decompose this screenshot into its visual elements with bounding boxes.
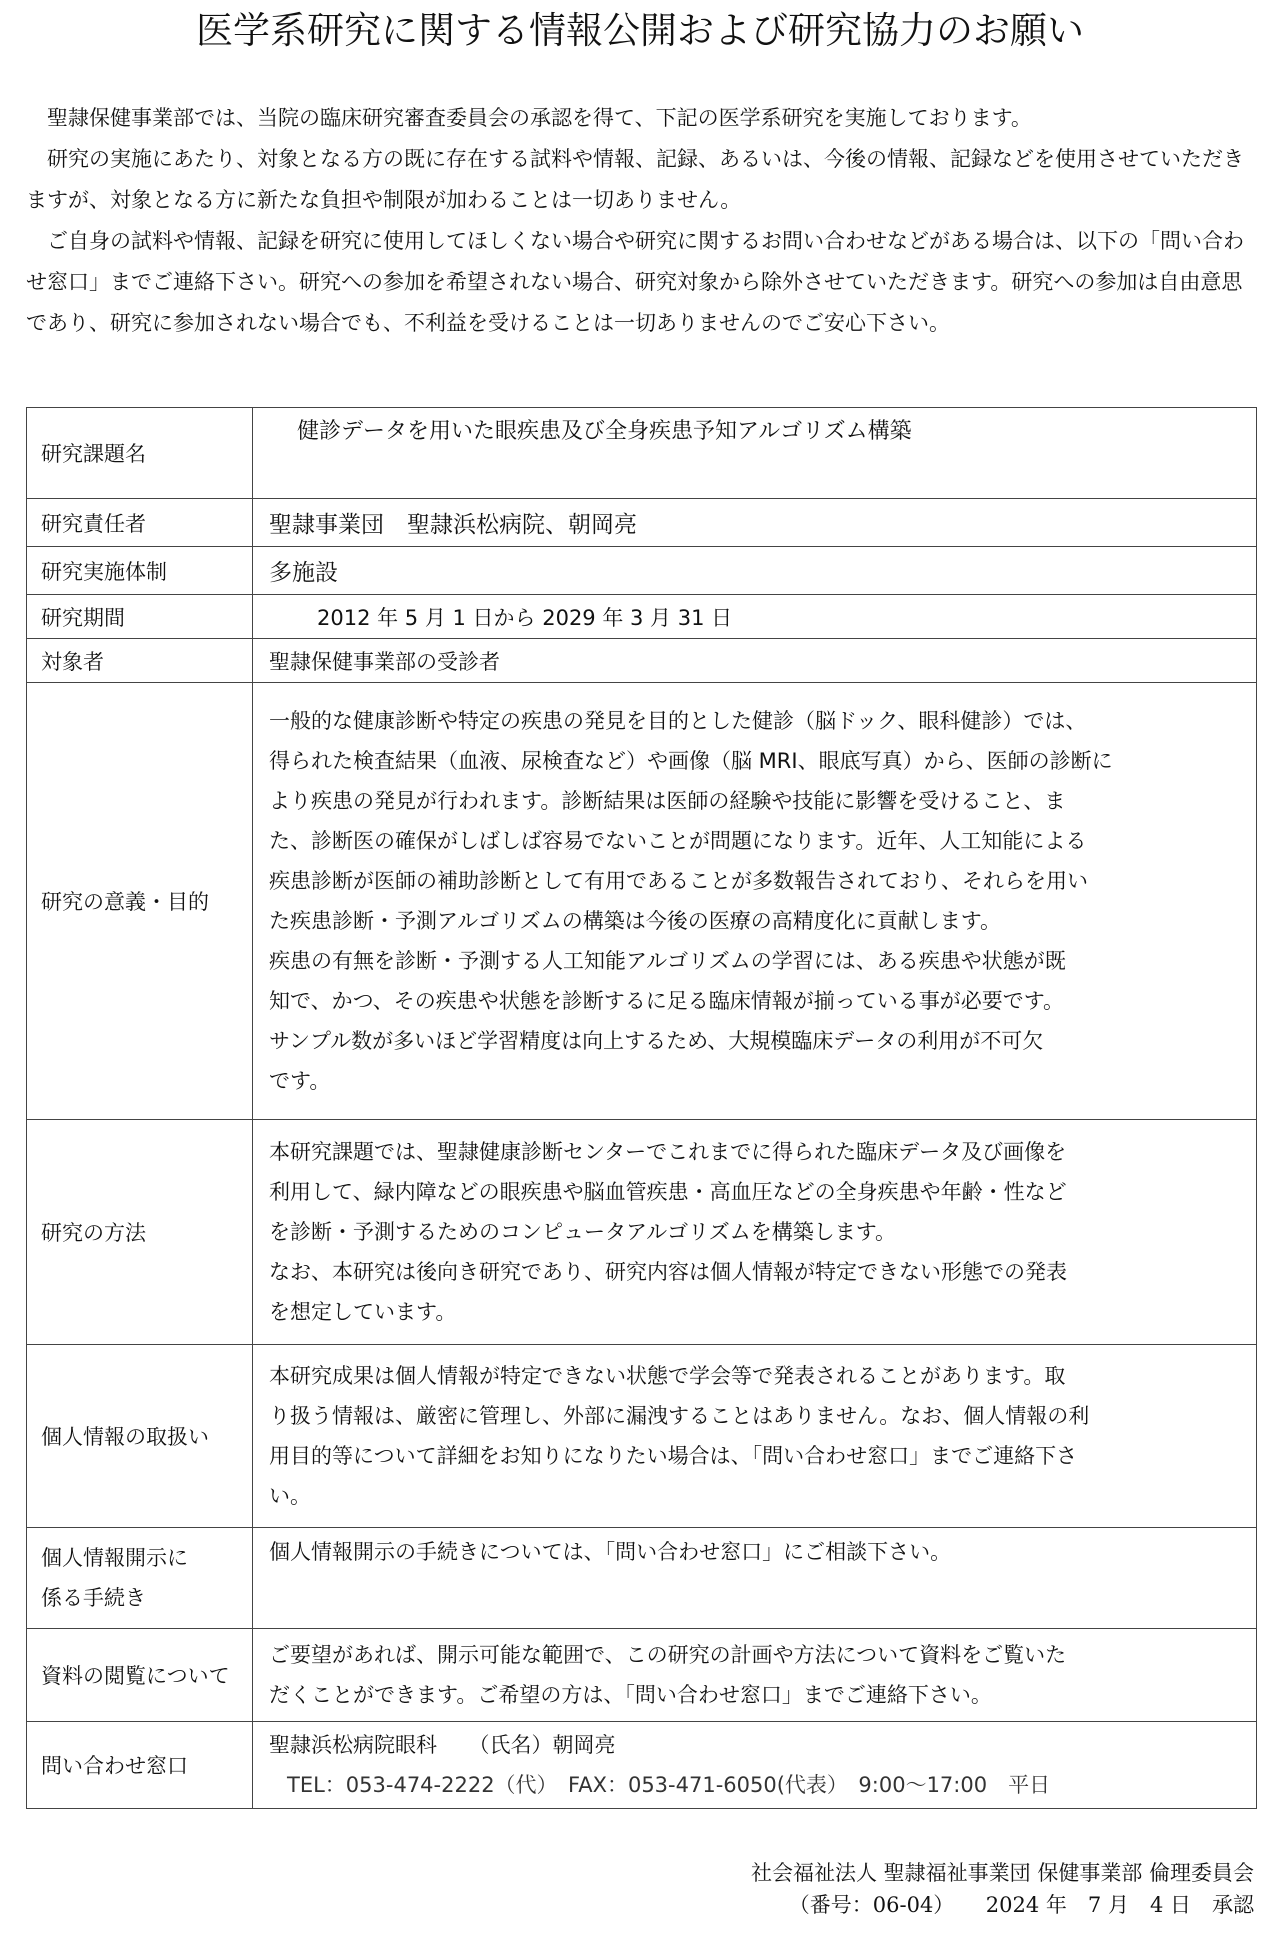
row-privacy <box>27 1345 1257 1528</box>
contact-line-name: 聖隷浜松病院眼科 （氏名）朝岡亮 <box>269 1733 616 1757</box>
purpose-line: より疾患の発見が行われます。診断結果は医師の経験や技能に影響を受けること、ま <box>269 789 1066 813</box>
footer-approval <box>751 1857 1254 1921</box>
purpose-line: 疾患診断が医師の補助診断として有用であることが多数報告されており、それらを用い <box>269 869 1088 893</box>
row-method <box>27 1120 1257 1345</box>
purpose-line: 疾患の有無を診断・予測する人工知能アルゴリズムの学習には、ある疾患や状態が既 <box>269 949 1066 973</box>
row-subjects <box>27 639 1257 683</box>
label-research-title: 研究課題名 <box>27 408 253 499</box>
purpose-line: 一般的な健康診断や特定の疾患の発見を目的とした健診（脳ドック、眼科健診）では、 <box>269 709 1087 733</box>
purpose-line: 得られた検査結果（血液、尿検査など）や画像（脳 MRI、眼底写真）から、医師の診断に <box>269 749 1113 773</box>
value-method <box>253 1120 1257 1345</box>
label-privacy: 個人情報の取扱い <box>27 1345 253 1528</box>
label-subjects: 対象者 <box>27 639 253 683</box>
intro-paragraph-2: 研究の実施にあたり、対象となる方の既に存在する試料や情報、記録、あるいは、今後の情報、記録などを使用させていただきますが、対象となる方に新たな負担や制限が加わることは一切ありません。 <box>26 147 1244 212</box>
label-disclosure <box>27 1528 253 1629</box>
value-viewing <box>253 1629 1257 1722</box>
method-line: なお、本研究は後向き研究であり、研究内容は個人情報が特定できない形態での発表 <box>269 1260 1067 1284</box>
footer-approval-date: （番号：06-04） 2024 年 7 月 4 日 承認 <box>788 1893 1254 1917</box>
method-line: 利用して、緑内障などの眼疾患や脳血管疾患・高血圧などの全身疾患や年齢・性など <box>269 1180 1067 1204</box>
purpose-line: です。 <box>269 1069 331 1093</box>
disclosure-label-line: 個人情報開示に <box>41 1546 188 1570</box>
row-research-period <box>27 595 1257 639</box>
contact-line-phone: TEL：053-474-2222（代） FAX：053-471-6050(代表） 9:00～17:00 平日 <box>287 1773 1051 1797</box>
method-line: を想定しています。 <box>269 1300 457 1324</box>
value-research-period: 2012 年 5 月 1 日から 2029 年 3 月 31 日 <box>253 595 1257 639</box>
label-purpose: 研究の意義・目的 <box>27 683 253 1120</box>
privacy-line: い。 <box>269 1484 311 1508</box>
method-line: を診断・予測するためのコンピュータアルゴリズムを構築します。 <box>269 1220 897 1244</box>
row-viewing <box>27 1629 1257 1722</box>
research-info-table <box>26 407 1257 1809</box>
label-research-system: 研究実施体制 <box>27 547 253 595</box>
purpose-line: た疾患診断・予測アルゴリズムの構築は今後の医療の高精度化に貢献します。 <box>269 909 1002 933</box>
label-research-leader: 研究責任者 <box>27 499 253 547</box>
page-title: 医学系研究に関する情報公開および研究協力のお願い <box>196 9 1084 52</box>
row-purpose <box>27 683 1257 1120</box>
disclosure-label-line: 係る手続き <box>41 1586 146 1610</box>
intro-paragraph-1: 聖隷保健事業部では、当院の臨床研究審査委員会の承認を得て、下記の医学系研究を実施しております。 <box>47 106 1032 130</box>
value-subjects: 聖隷保健事業部の受診者 <box>253 639 1257 683</box>
value-research-title: 健診データを用いた眼疾患及び全身疾患予知アルゴリズム構築 <box>253 408 1257 499</box>
value-research-leader: 聖隷事業団 聖隷浜松病院、朝岡亮 <box>253 499 1257 547</box>
purpose-line: サンプル数が多いほど学習精度は向上するため、大規模臨床データの利用が不可欠 <box>269 1029 1044 1053</box>
row-disclosure <box>27 1528 1257 1629</box>
intro-paragraph-3: ご自身の試料や情報、記録を研究に使用してほしくない場合や研究に関するお問い合わせなどがある場合は、以下の「問い合わせ窓口」までご連絡下さい。研究への参加を希望されない場合、研究対象から除外させていただきます。研究への参加は自由意思であり、研究に参加されない場合でも、不利益を受けることは一切ありませんのでご安心下さい。 <box>26 229 1244 335</box>
label-method: 研究の方法 <box>27 1120 253 1345</box>
value-privacy <box>253 1345 1257 1528</box>
privacy-line: 用目的等について詳細をお知りになりたい場合は、「問い合わせ窓口」までご連絡下さ <box>269 1444 1078 1468</box>
privacy-line: 本研究成果は個人情報が特定できない状態で学会等で発表されることがあります。取 <box>269 1364 1066 1388</box>
value-disclosure: 個人情報開示の手続きについては、「問い合わせ窓口」にご相談下さい。 <box>253 1528 1257 1629</box>
purpose-line: た、診断医の確保がしばしば容易でないことが問題になります。近年、人工知能による <box>269 829 1087 853</box>
value-contact <box>253 1722 1257 1809</box>
value-purpose <box>253 683 1257 1120</box>
row-research-title <box>27 408 1257 499</box>
row-contact <box>27 1722 1257 1809</box>
privacy-line: り扱う情報は、厳密に管理し、外部に漏洩することはありません。なお、個人情報の利 <box>269 1404 1090 1428</box>
footer-organization: 社会福祉法人 聖隷福祉事業団 保健事業部 倫理委員会 <box>750 1861 1254 1885</box>
viewing-line: ご要望があれば、開示可能な範囲で、この研究の計画や方法について資料をご覧いた <box>269 1643 1067 1667</box>
label-viewing: 資料の閲覧について <box>27 1629 253 1722</box>
method-line: 本研究課題では、聖隷健康診断センターでこれまでに得られた臨床データ及び画像を <box>269 1140 1067 1164</box>
row-research-system <box>27 547 1257 595</box>
row-research-leader <box>27 499 1257 547</box>
viewing-line: だくことができます。ご希望の方は、「問い合わせ窓口」までご連絡下さい。 <box>269 1683 992 1707</box>
value-research-system: 多施設 <box>253 547 1257 595</box>
intro-text <box>26 98 1258 344</box>
purpose-line: 知で、かつ、その疾患や状態を診断するに足る臨床情報が揃っている事が必要です。 <box>269 989 1065 1013</box>
label-contact: 問い合わせ窓口 <box>27 1722 253 1809</box>
label-research-period: 研究期間 <box>27 595 253 639</box>
